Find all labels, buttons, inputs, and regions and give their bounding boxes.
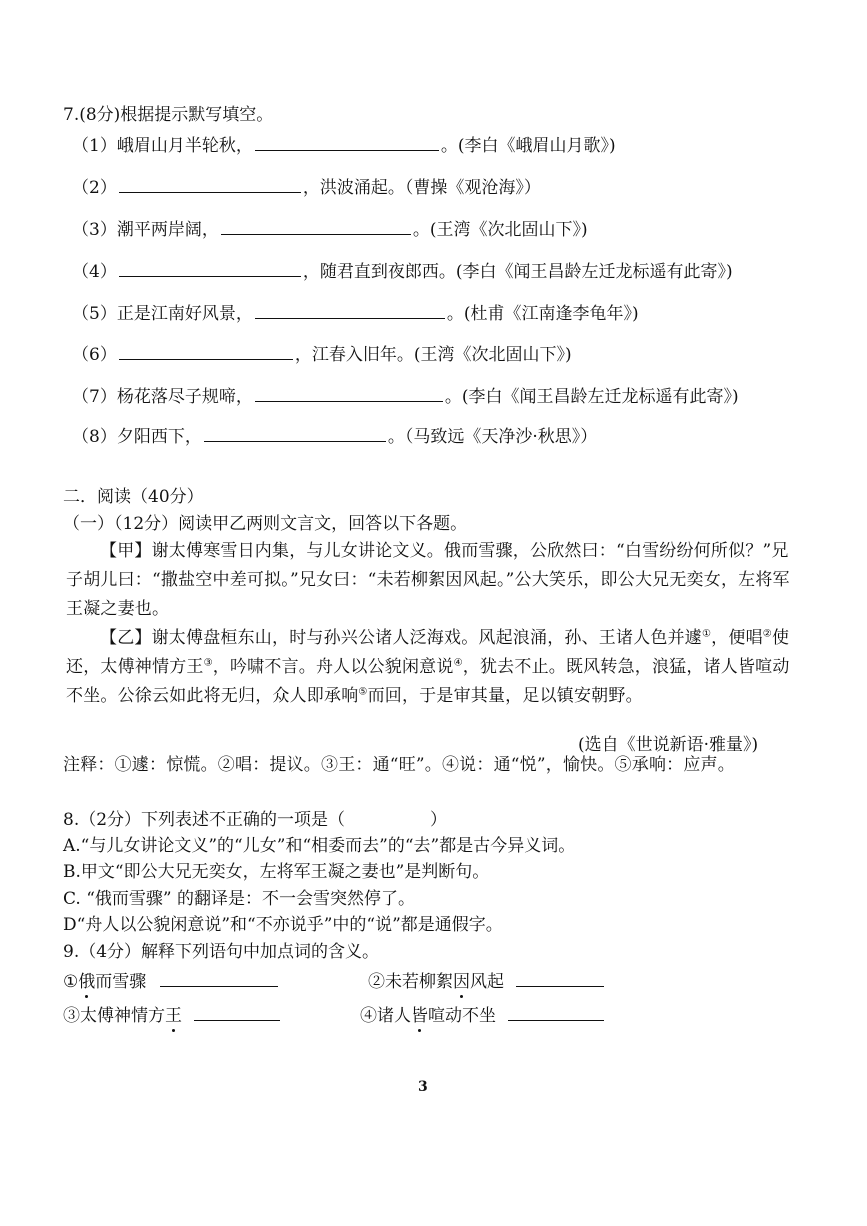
q9-blank-2[interactable] <box>516 970 604 987</box>
q9-blank-1[interactable] <box>160 970 278 987</box>
q7-blank-8[interactable] <box>204 425 386 442</box>
q7-item-8 <box>72 425 597 448</box>
footnote-marker: ① <box>702 628 712 640</box>
q7-item-4 <box>72 260 733 283</box>
q7-item-5-pre: （5）正是江南好风景， <box>72 304 253 324</box>
q9-item-1 <box>63 970 280 993</box>
q7-blank-7[interactable] <box>255 385 443 402</box>
passage-yi <box>66 624 794 711</box>
passage-yi-text: ，吟啸不言。舟人以公貌闲意说 <box>212 657 454 677</box>
q9-blank-4[interactable] <box>508 1004 604 1021</box>
page-number: 3 <box>418 1079 428 1095</box>
section2-title: 二．阅读（40分） <box>63 487 204 507</box>
q8-option-a[interactable]: A.“与儿女讲论文义”的“儿女”和“相委而去”的“去”都是古今异义词。 <box>63 836 576 856</box>
q7-item-3-post: 。(王湾《次北固山下》) <box>412 220 588 240</box>
passage-notes: 注释：①遽：惊慌。②唱：提议。③王：通“旺”。④说：通“悦”，愉快。⑤承响：应声。 <box>63 755 735 775</box>
q7-item-6-post: ，江春入旧年。(王湾《次北固山下》) <box>294 345 572 365</box>
q7-item-6-pre: （6） <box>72 345 117 365</box>
q7-blank-3[interactable] <box>221 218 411 235</box>
q8-option-c[interactable]: C. “俄而雪骤” 的翻译是：不一会雪突然停了。 <box>63 889 415 909</box>
q7-item-3-pre: （3）潮平两岸阔， <box>72 220 219 240</box>
footnote-marker: ③ <box>203 657 213 669</box>
q7-item-1-post: 。(李白《峨眉山月歌》) <box>440 136 616 156</box>
passage-yi-text: 使还，太傅神情方王 <box>66 628 790 677</box>
q7-title: 7.(8分)根据提示默写填空。 <box>63 105 274 125</box>
q9-item-text: ②未若柳絮 <box>368 972 453 992</box>
q9-item-text: 而雪骤 <box>95 972 147 992</box>
q7-item-8-post: 。（马致远《天净沙·秋思》） <box>387 427 598 447</box>
dotted-word: 王 <box>165 1006 182 1026</box>
q7-item-1 <box>72 134 616 157</box>
q7-item-2 <box>72 176 541 199</box>
q9-item-3 <box>63 1004 282 1027</box>
q9-item-text: ④诸人 <box>360 1006 411 1026</box>
q9-item-text: 风起 <box>470 972 504 992</box>
q7-item-7-post: 。(李白《闻王昌龄左迁龙标遥有此寄》) <box>444 387 739 407</box>
footnote-marker: ④ <box>453 657 463 669</box>
q7-item-1-pre: （1）峨眉山月半轮秋， <box>72 136 253 156</box>
q9-item-text: ① <box>63 972 79 992</box>
q9-item-2 <box>368 970 606 993</box>
q7-item-5 <box>72 302 639 325</box>
q7-item-8-pre: （8）夕阳西下， <box>72 427 202 447</box>
q7-item-6 <box>72 343 572 366</box>
q7-item-5-post: 。(杜甫《江南逢李龟年》) <box>446 304 639 324</box>
q7-blank-1[interactable] <box>255 134 439 151</box>
footnote-marker: ② <box>762 628 772 640</box>
q7-item-7-pre: （7）杨花落尽子规啼， <box>72 387 253 407</box>
passage-source: (选自《世说新语·雅量》) <box>578 735 759 755</box>
dotted-word: 皆 <box>411 1006 428 1026</box>
q8-title: 8.（2分）下列表述不正确的一项是（ ） <box>63 810 448 830</box>
q7-item-2-pre: （2） <box>72 178 117 198</box>
passage-yi-text: 【乙】谢太傅盘桓东山，时与孙兴公诸人泛海戏。风起浪涌，孙、王诸人色并遽 <box>100 628 702 648</box>
passage-jia: 【甲】谢太傅寒雪日内集，与儿女讲论文义。俄而雪骤，公欣然曰：“白雪纷纷何所似？”兄子胡儿曰：“撒盐空中差可拟。”兄女曰：“未若柳絮因风起。”公大笑乐，即公大兄无奕女，左将军王凝之妻也。 <box>66 541 790 619</box>
q9-blank-3[interactable] <box>194 1004 280 1021</box>
passage-yi-text: ，便唱 <box>711 628 763 648</box>
q9-title: 9.（4分）解释下列语句中加点词的含义。 <box>63 942 380 962</box>
q7-blank-4[interactable] <box>119 260 301 277</box>
section2-part1: （一）（12分）阅读甲乙两则文言文，回答以下各题。 <box>63 514 468 534</box>
q7-blank-5[interactable] <box>255 302 445 319</box>
passage-yi-text: 而回，于是审其量，足以镇安朝野。 <box>367 686 643 706</box>
footnote-marker: ⑤ <box>358 686 368 698</box>
q9-item-4 <box>360 1004 606 1027</box>
q7-blank-2[interactable] <box>119 176 301 193</box>
q7-item-4-pre: （4） <box>72 262 117 282</box>
q9-item-text: ③太傅神情方 <box>63 1006 165 1026</box>
dotted-word: 俄 <box>78 972 96 992</box>
q7-item-4-post: ，随君直到夜郎西。(李白《闻王昌龄左迁龙标遥有此寄》) <box>302 262 733 282</box>
q9-item-text: 喧动不坐 <box>428 1006 496 1026</box>
q8-option-d[interactable]: D“舟人以公貌闲意说”和“不亦说乎”中的“说”都是通假字。 <box>63 915 503 935</box>
q7-item-7 <box>72 385 739 408</box>
dotted-word: 因 <box>453 972 470 992</box>
q7-item-3 <box>72 218 588 241</box>
q7-item-2-post: ，洪波涌起。（曹操《观沧海》） <box>302 178 541 198</box>
q7-blank-6[interactable] <box>119 343 293 360</box>
q8-option-b[interactable]: B.甲文“即公大兄无奕女，左将军王凝之妻也”是判断句。 <box>63 862 490 882</box>
passage-yi-text: ，犹去不止。既风转急，浪猛，诸人皆喧动不坐。公徐云如此将无归，众人即承响 <box>66 657 790 706</box>
